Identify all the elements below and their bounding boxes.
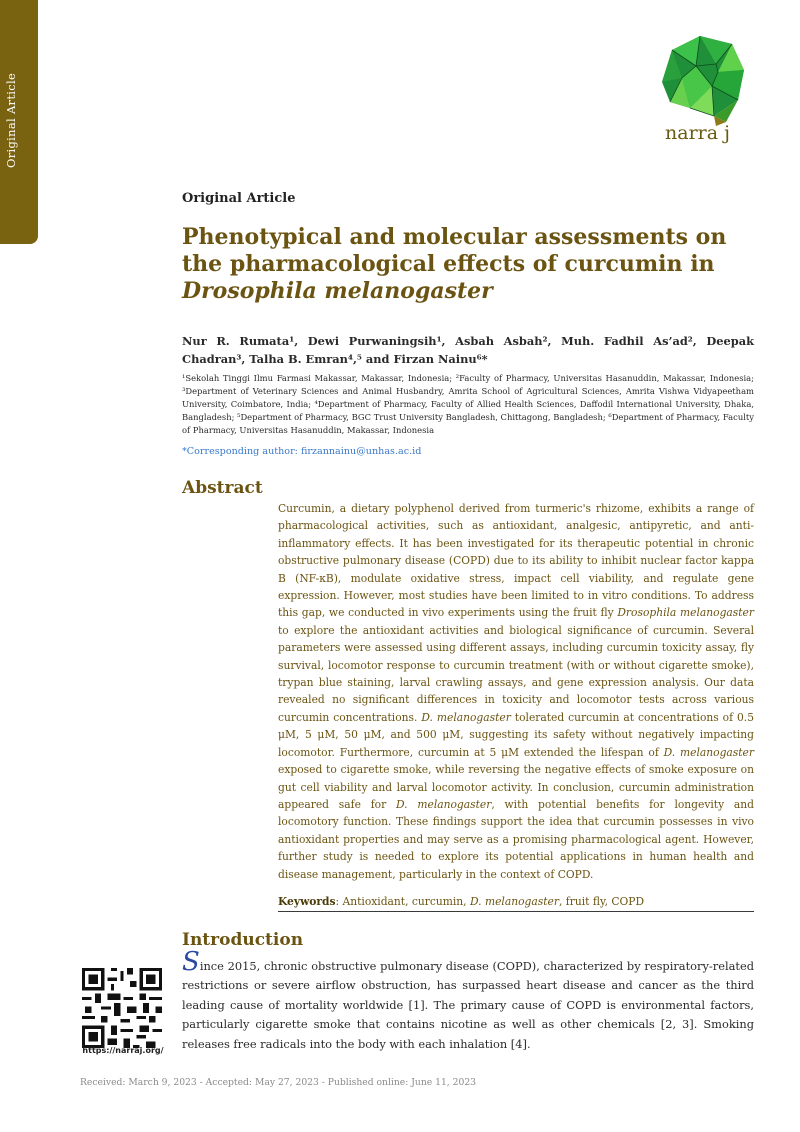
- article-title: [182, 224, 762, 305]
- affiliations: ¹Sekolah Tinggi Ilmu Farmasi Makassar, Makassar, Indonesia; ²Faculty of Pharmacy, Universitas Hasanuddin, Makassar, Indonesia; ³Department of Veterinary Sciences and Animal Husbandry, Amrita School of Agricultural Sciences, Amrita Vishwa Vidyapeetham University, Coimbatore, India; ⁴Department of Pharmacy, Faculty of Allied Health Sciences, Daffodil International University, Dhaka, Bangladesh; ⁵Department of Pharmacy, BGC Trust University Bangladesh, Chittagong, Bangladesh; ⁶Department of Pharmacy, Faculty of Pharmacy, Universitas Hasanuddin, Makassar, Indonesia: [182, 373, 754, 435]
- drop-cap: S: [182, 947, 200, 977]
- publication-dates: Received: March 9, 2023 - Accepted: May 27, 2023 - Published online: June 11, 2023: [80, 1077, 477, 1088]
- side-tab-label: Original Article: [4, 72, 18, 168]
- journal-logo-text: narra j: [665, 122, 730, 144]
- keywords: Keywords: Antioxidant, curcumin, D. melanogaster, fruit fly, COPD: [278, 895, 754, 912]
- introduction-heading: Introduction: [182, 930, 304, 950]
- introduction-text: Since 2015, chronic obstructive pulmonary disease (COPD), characterized by respiratory-related restrictions or severe airflow obstruction, has surpassed heart disease and cancer as the third leading cause of mortality worldwide [1]. The primary cause of COPD is environmental factors, particularly cigarette smoke that contains nicotine as well as other chemicals [2, 3]. Smoking releases free radicals into the body with each inhalation [4].: [182, 947, 754, 1051]
- side-tab: [0, 0, 38, 244]
- author-list: Nur R. Rumata¹, Dewi Purwaningsih¹, Asbah Asbah², Muh. Fadhil As’ad², Deepak Chadran³, Talha B. Emran⁴,⁵ and Firzan Nainu⁶*: [182, 334, 754, 366]
- title-main: Phenotypical and molecular assessments on the pharmacological effects of curcumin in: [182, 224, 727, 277]
- keywords-label: Keywords: [278, 895, 336, 908]
- article-type: Original Article: [182, 191, 296, 206]
- qr-url[interactable]: https://narraj.org/: [82, 1046, 164, 1055]
- title-italic: Drosophila melanogaster: [182, 278, 493, 304]
- corresponding-author[interactable]: *Corresponding author: firzannainu@unhas.ac.id: [182, 446, 422, 457]
- qr-code-icon[interactable]: [82, 968, 162, 1048]
- abstract-text: Curcumin, a dietary polyphenol derived from turmeric's rhizome, exhibits a range of pharmacological activities, such as antioxidant, analgesic, antipyretic, and anti-inflammatory effects. It has been investigated for its therapeutic potential in chronic obstructive pulmonary disease (COPD) due to its ability to inhibit nuclear factor kappa B (NF-κB), modulate oxidative stress, impact cell viability, and regulate gene expression. However, most studies have been limited to in vitro conditions. To address this gap, we conducted in vivo experiments using the fruit fly Drosophila melanogaster to explore the antioxidant activities and biological significance of curcumin. Several parameters were assessed using different assays, including curcumin toxicity assay, fly survival, locomotor response to curcumin treatment (with or without cigarette smoke), trypan blue staining, larval crawling assays, and gene expression analysis. Our data revealed no significant differences in toxicity and locomotor tests across various curcumin concentrations. D. melanogaster tolerated curcumin at concentrations of 0.5 μM, 5 μM, 50 μM, and 500 μM, suggesting its safety without negatively impacting locomotor. Furthermore, curcumin at 5 μM extended the lifespan of D. melanogaster exposed to cigarette smoke, while reversing the negative effects of smoke exposure on gut cell viability and larval locomotor activity. In conclusion, curcumin administration appeared safe for D. melanogaster, with potential benefits for longevity and locomotory function. These findings support the idea that curcumin possesses in vivo antioxidant properties and may serve as a promising pharmacological agent. However, further study is needed to explore its potential applications in human health and disease management, particularly in the context of COPD.: [278, 502, 755, 881]
- abstract-heading: Abstract: [182, 478, 263, 498]
